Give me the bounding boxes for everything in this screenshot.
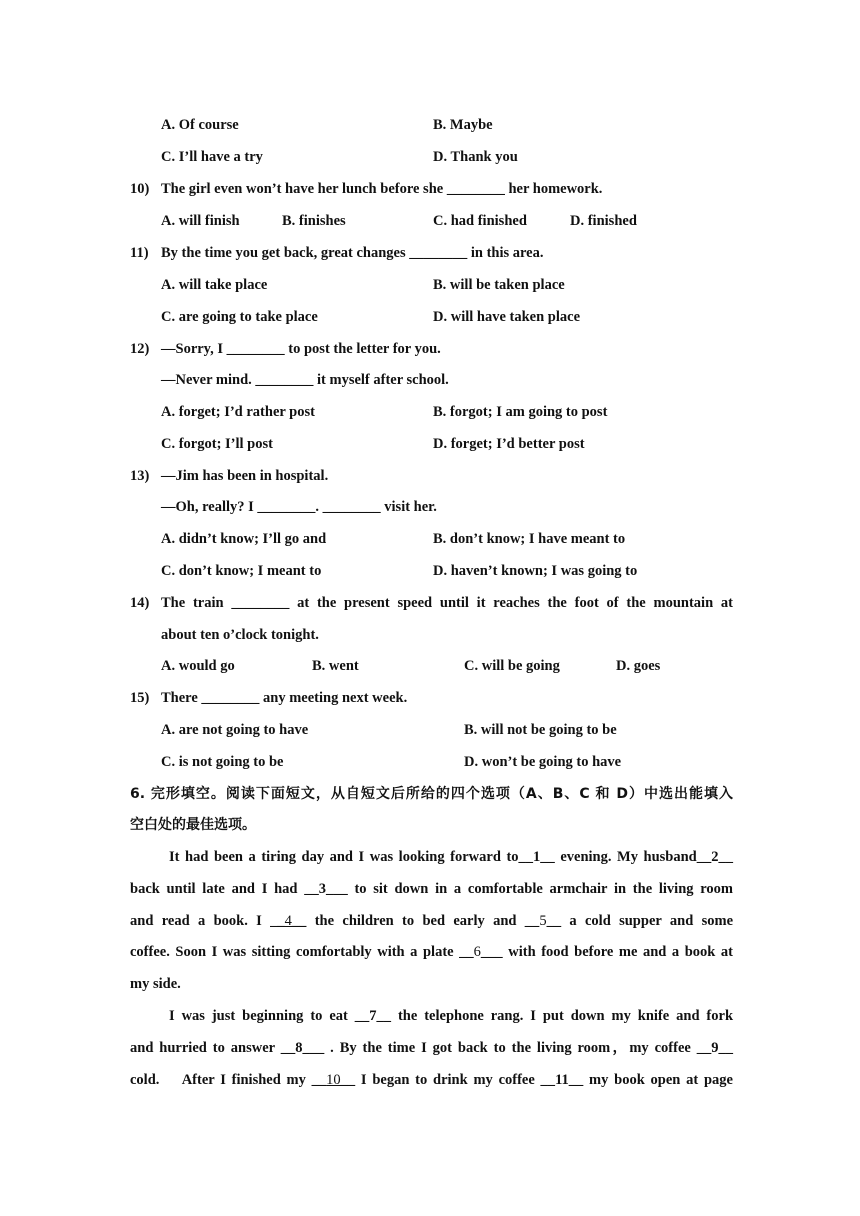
q14-stem-line1: The train ________ at the present speed until it reaches the foot of the mountain at xyxy=(161,595,733,611)
q13-stem-line1: —Jim has been in hospital. xyxy=(161,468,329,484)
q11-option-b: B. will be taken place xyxy=(433,277,565,293)
q10-option-a: A. will finish xyxy=(161,213,240,229)
blank-11: 11 xyxy=(555,1072,569,1088)
passage-line: back until late and I had __3___ to sit down in a comfortable armchair in the living room xyxy=(130,881,733,897)
blank-6: 6 xyxy=(473,944,481,960)
q14-number: 14) xyxy=(130,595,150,611)
q15-option-c: C. is not going to be xyxy=(161,754,284,770)
q15-option-b: B. will not be going to be xyxy=(464,722,617,738)
q10-option-d: D. finished xyxy=(570,213,637,229)
q9-option-d: D. Thank you xyxy=(433,149,518,165)
passage-line: my side. xyxy=(130,976,181,992)
passage-line: and hurried to answer __8___ . By the time I got back to the living room，my coffee __9__ xyxy=(130,1040,733,1056)
passage-line: coffee. Soon I was sitting comfortably with a plate __6___ with food before me and a book at xyxy=(130,944,733,960)
q10-option-b: B. finishes xyxy=(282,213,346,229)
blank-9: 9 xyxy=(711,1040,719,1056)
q10-number: 10) xyxy=(130,181,150,197)
q15-stem: There ________ any meeting next week. xyxy=(161,690,408,706)
q14-option-a: A. would go xyxy=(161,658,235,674)
section6-instruction-line2: 空白处的最佳选项。 xyxy=(130,817,256,833)
q12-option-a: A. forget; I’d rather post xyxy=(161,404,315,420)
blank-10: 10 xyxy=(326,1072,341,1088)
q12-option-c: C. forgot; I’ll post xyxy=(161,436,273,452)
q9-option-a: A. Of course xyxy=(161,117,239,133)
q9-option-b: B. Maybe xyxy=(433,117,493,133)
blank-2: 2 xyxy=(711,849,719,865)
q11-option-a: A. will take place xyxy=(161,277,268,293)
q13-option-b: B. don’t know; I have meant to xyxy=(433,531,626,547)
blank-4: _4__ xyxy=(277,913,307,929)
q11-option-d: D. will have taken place xyxy=(433,309,581,325)
blank-7: 7 xyxy=(369,1008,377,1024)
q11-option-c: C. are going to take place xyxy=(161,309,318,325)
q13-option-d: D. haven’t known; I was going to xyxy=(433,563,638,579)
q14-option-d: D. goes xyxy=(616,658,661,674)
q14-option-c: C. will be going xyxy=(464,658,560,674)
q12-option-d: D. forget; I’d better post xyxy=(433,436,585,452)
q11-number: 11) xyxy=(130,245,149,261)
q12-stem-line1: —Sorry, I ________ to post the letter for you. xyxy=(161,341,441,357)
q11-stem: By the time you get back, great changes ________ in this area. xyxy=(161,245,544,261)
q13-number: 13) xyxy=(130,468,150,484)
q13-option-a: A. didn’t know; I’ll go and xyxy=(161,531,327,547)
q14-stem-line2: about ten o’clock tonight. xyxy=(161,627,319,643)
blank-3: 3 xyxy=(318,881,326,897)
blank-1: 1 xyxy=(533,849,541,865)
passage-line: I was just beginning to eat __7__ the telephone rang. I put down my knife and fork xyxy=(169,1008,734,1024)
q10-stem: The girl even won’t have her lunch before she ________ her homework. xyxy=(161,181,603,197)
q12-stem-line2: —Never mind. ________ it myself after school. xyxy=(161,372,449,388)
q14-option-b: B. went xyxy=(312,658,359,674)
q13-option-c: C. don’t know; I meant to xyxy=(161,563,322,579)
q13-stem-line2: —Oh, really? I ________. ________ visit her. xyxy=(161,499,437,515)
section6-instruction-line1: 6. 完形填空。阅读下面短文，从自短文后所给的四个选项（A、B、C 和 D）中选出能填入 xyxy=(130,786,733,802)
passage-line: and read a book. I __4__ the children to bed early and __5__ a cold supper and some xyxy=(130,913,734,929)
passage-line: cold. After I finished my __10__ I began to drink my coffee __11__ my book open at page xyxy=(130,1072,733,1088)
blank-8: 8 xyxy=(295,1040,303,1056)
q10-option-c: C. had finished xyxy=(433,213,527,229)
blank-5: 5 xyxy=(539,913,547,929)
q12-number: 12) xyxy=(130,341,150,357)
q15-number: 15) xyxy=(130,690,150,706)
q12-option-b: B. forgot; I am going to post xyxy=(433,404,608,420)
q15-option-d: D. won’t be going to have xyxy=(464,754,622,770)
q9-option-c: C. I’ll have a try xyxy=(161,149,263,165)
q15-option-a: A. are not going to have xyxy=(161,722,309,738)
passage-line: It had been a tiring day and I was looking forward to__1__ evening. My husband__2__ xyxy=(169,849,733,865)
